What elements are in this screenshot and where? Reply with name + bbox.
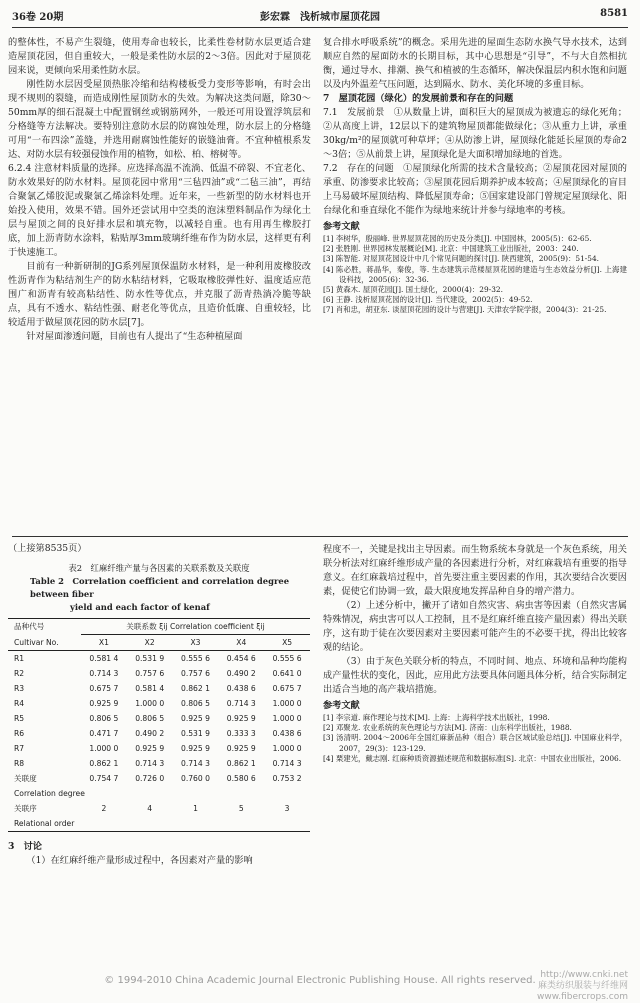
value-cell: 0.925 9 (226, 714, 256, 723)
value-cell: 0.438 6 (272, 729, 302, 738)
value-cell: 1.000 0 (272, 744, 302, 753)
value-cell: 0.925 9 (226, 744, 256, 753)
value-cell: 0.714 3 (180, 759, 210, 768)
continued-label: （上接第8535页） (8, 543, 87, 554)
cultivar-cell: R6 (14, 729, 25, 738)
paragraph: （3）由于灰色关联分析的特点，不同时间、地点、环境和品种均能构成产量性状的变化，因此，应用此方法要具体问题具体分析，结合实际制定出适合当地的高产栽培措施。 (323, 656, 627, 695)
reference-item: [2] 张胜刚. 世界园林发展概论[M]. 北京：中国建筑工业出版社，2003：240. (323, 244, 579, 254)
cultivar-cell: R4 (14, 699, 25, 708)
paragraph: 复合排水呼吸系统”的概念。采用先进的屋面生态防水换气导水技术，达到顺应自然的屋面防水的长期目标，其中心思想是“引导”，不与大自然相抗衡，通过导水、排潮、换气和植被的生态循环，解决保温层内积水饱和问题以及内外温差气压问题，达到隔水、防水、美化环境的多重目标。 (323, 37, 627, 90)
col-header-x5: X5 (282, 638, 293, 647)
paragraph: 刚性防水层因受屋顶热胀冷缩和结构楼板受力变形等影响，有时会出现不规则的裂缝，而造成刚性屋顶防水的失效。为解决这类问题，除30～50mm厚的细石混凝土中配置钢丝或钢筋网外，一般还可用设置浮筑层和分格缝等方法解决。要特别注意防水层的防腐蚀处理，防水层上的分格缝可用“一布四涂”盖缝，并选用耐腐蚀性能好的嵌缝油膏。不宜种植根系发达、对防水层有较强侵蚀作用的植物，如松、柏、榕树等。 (8, 79, 311, 160)
degree-row (8, 771, 310, 786)
value-cell: 0.555 6 (180, 654, 210, 663)
value-cell: 0.333 3 (226, 729, 256, 738)
value-cell: 0.806 5 (89, 714, 119, 723)
cultivar-cell: R8 (14, 759, 25, 768)
cultivar-cell: R1 (14, 654, 25, 663)
reference-item: [5] 黄森木. 屋顶花园[J]. 国土绿化，2000(4)：29-32. (323, 285, 503, 295)
value-cell: 0.757 6 (135, 669, 165, 678)
value-cell: 0.714 3 (226, 699, 256, 708)
col-header-x3: X3 (190, 638, 201, 647)
value-cell: 0.925 9 (135, 744, 165, 753)
value-cell: 0.555 6 (272, 654, 302, 663)
order-row-en (8, 816, 310, 832)
value-cell: 0.675 7 (272, 684, 302, 693)
value-cell: 1.000 0 (272, 714, 302, 723)
watermark-site-url: www.fibercrops.com (537, 992, 628, 1002)
order-cell: 4 (147, 804, 153, 813)
value-cell: 0.925 9 (180, 744, 210, 753)
table-row (8, 756, 310, 771)
value-cell: 0.925 9 (89, 699, 119, 708)
value-cell: 0.714 3 (272, 759, 302, 768)
paragraph: 7.2 存在的问题 ①屋顶绿化所需的技术含量较高；②屋顶花园对屋顶的承重、防渗要求比较高；③屋顶花园后期养护成本较高；④屋顶绿化的盲目上马易破坏屋顶结构、降低屋顶寿命；⑤国家建设部门曾规定屋顶绿化、阳台绿化和垂直绿化不能作为绿地来统计并参与绿地率的考核。 (323, 163, 627, 216)
section-divider (12, 536, 628, 537)
value-cell: 0.714 3 (89, 669, 119, 678)
cultivar-cell: R7 (14, 744, 25, 753)
table-caption-en: Table 2 Correlation coefficient and correlation degree between fiber (30, 576, 290, 599)
value-cell: 0.581 4 (135, 684, 165, 693)
table-row (8, 666, 310, 681)
section-heading: 3 讨论 (8, 841, 42, 852)
value-cell: 0.757 6 (180, 669, 210, 678)
order-cell: 3 (284, 804, 290, 813)
degree-cell: 0.753 2 (272, 774, 302, 783)
value-cell: 0.862 1 (226, 759, 256, 768)
paragraph: 6.2.4 注意材料质量的选择。应选择高温不流淌、低温不碎裂、不宜老化、防水效果好的防水材料。屋顶花园中常用“三毡四油”或“二毡三油”，再结合聚氯乙烯胶泥或聚氯乙烯涂料处理。近年来，一些新型的防水材料也开始投入使用，效果不错。国外还尝试用中空类的泡沫塑料制品作为绿化土层与屋顶之间的良好排水层和填充物，以减轻自重。也有用再生橡胶打底，加上沥青防水涂料，粘贴厚3mm玻璃纤维布作为防水层，这样更有利于快速施工。 (8, 163, 311, 258)
reference-item: [1] 李树华，殷丽峰. 世界屋顶花园的历史及分类[J]. 中国园林，2005(5)：62-65. (323, 234, 592, 243)
col-header-cultivar-en: Cultivar No. (14, 637, 59, 647)
header-rule (12, 27, 628, 28)
value-cell: 0.490 2 (135, 729, 165, 738)
value-cell: 0.531 9 (135, 654, 165, 663)
right-column-bottom (323, 543, 627, 963)
order-cell: 1 (193, 804, 198, 813)
value-cell: 1.000 0 (272, 699, 302, 708)
value-cell: 0.490 2 (226, 669, 256, 678)
table-row (8, 651, 310, 667)
order-row (8, 801, 310, 816)
left-column-top (8, 36, 311, 526)
degree-cell: 0.726 0 (135, 774, 165, 783)
degree-row-en (8, 786, 310, 801)
right-column-top (323, 36, 627, 526)
value-cell: 0.675 7 (89, 684, 119, 693)
degree-cell: 0.760 0 (180, 774, 210, 783)
reference-item: [1] 李宗道. 麻作理论与技术[M]. 上海：上海科学技术出版社，1998. (323, 713, 550, 722)
reference-item: [4] 栗建光，戴志刚. 红麻种质资源描述规范和数据标准[S]. 北京：中国农业出版社，2006. (323, 753, 622, 763)
reference-item: [4] 陈必胜，蒋晶华，秦俊，等. 生态建筑示范楼屋顶花园的建造与生态效益分析[J]. 上海建设科技，2005(6)：32-36. (323, 264, 627, 284)
cultivar-cell: R5 (14, 714, 25, 723)
order-cell: 5 (238, 804, 244, 813)
table-row (8, 726, 310, 741)
cultivar-cell: R3 (14, 684, 25, 693)
references-heading: 参考文献 (323, 700, 360, 711)
table-row (8, 681, 310, 696)
col-header-x1: X1 (98, 638, 109, 647)
watermark-url: http://www.cnki.net (540, 970, 628, 980)
value-cell: 0.862 1 (180, 684, 210, 693)
value-cell: 1.000 0 (89, 744, 119, 753)
col-header-x2: X2 (144, 638, 155, 647)
paragraph: 程度不一，关键是找出主导因素。而生物系统本身就是一个灰色系统，用关联分析法对红麻纤维形成产量的各因素进行分析，对红麻栽培有重要的指导意义。在红麻栽培过程中，首先要注重主要因素的作用，其次要结合次要因素，促使它们协调一致，最大限度地发挥品种自身的增产潜力。 (323, 544, 627, 597)
order-cell: 2 (101, 804, 107, 813)
paragraph: 针对屋面渗透问题，目前也有人提出了“生态种植屋面 (26, 331, 243, 342)
reference-item: [3] 汤清明. 2004～2006年全国红麻新品种（组合）联合区域试验总结[J]. 中国麻业科学，2007，29(3)：123-129. (323, 733, 627, 753)
journal-volume: 36卷 20期 (12, 12, 64, 23)
col-header-group: 关联系数 ξij Correlation coefficient ξij (81, 619, 310, 635)
page-number: 8581 (600, 8, 628, 19)
table-row (8, 741, 310, 756)
copyright-footer: © 1994-2010 China Academic Journal Electronic Publishing House. All rights reserved. (104, 975, 536, 986)
reference-item: [6] 王静. 浅析屋顶花园的设计[J]. 当代建设，2002(5)：49-52. (323, 295, 533, 305)
watermark-site-name: 麻类纺织服装与纤维网 (537, 981, 628, 991)
value-cell: 0.471 7 (89, 729, 119, 738)
value-cell: 1.000 0 (135, 699, 165, 708)
value-cell: 0.806 5 (135, 714, 165, 723)
paragraph: 目前有一种新研制的JG系列屋顶保温防水材料，是一种利用废橡胶改性沥青作为粘结剂生产的防水粘结材料，它吸取橡胶弹性好、温度适应范围广和沥青有较高粘结性、防水性等优点，并克服了沥青热淌冷脆等缺点，具有不透水、粘结性强、耐老化等优点，且造价低廉、自重较轻，比较适用于做屋顶花园的防水层[7]。 (8, 261, 311, 328)
order-label-en: Relational order (14, 819, 75, 828)
paragraph: （1）在红麻纤维产量形成过程中，各因素对产量的影响 (26, 855, 253, 866)
running-title: 彭宏霖 浅析城市屋顶花园 (260, 12, 380, 23)
table-2 (8, 562, 310, 832)
order-label: 关联序 (14, 804, 37, 813)
left-column-bottom (8, 840, 311, 880)
value-cell: 0.925 9 (180, 714, 210, 723)
cultivar-cell: R2 (14, 669, 25, 678)
paragraph: 的整体性，不易产生裂缝，使用寿命也较长，比柔性卷材防水层更适合建造屋顶花园，但自重较大，一般是柔性防水层的2～3倍。因此对于屋顶花园来说，更倾向采用柔性防水层。 (8, 37, 311, 76)
references-heading: 参考文献 (323, 221, 360, 232)
value-cell: 0.454 6 (226, 654, 256, 663)
value-cell: 0.581 4 (89, 654, 119, 663)
degree-cell: 0.580 6 (226, 774, 256, 783)
degree-cell: 0.754 7 (89, 774, 119, 783)
col-header-x4: X4 (236, 638, 247, 647)
value-cell: 0.806 5 (180, 699, 210, 708)
watermark (537, 970, 628, 1003)
value-cell: 0.531 9 (180, 729, 210, 738)
table-row (8, 711, 310, 726)
value-cell: 0.714 3 (135, 759, 165, 768)
paragraph: （2）上述分析中，撇开了诸如自然灾害、病虫害等因素（自然灾害属特殊情况，病虫害可以人工控制，且不是红麻纤维直接产量因素）得出关联序，这有助于徒在次要因素对主要因素可能产生的不必要干扰，得出比较客观的结论。 (323, 600, 627, 653)
value-cell: 0.641 0 (272, 669, 302, 678)
degree-label-en: Correlation degree (14, 789, 85, 798)
paragraph: 7.1 发展前景 ①从数量上讲，面积巨大的屋顶成为被遗忘的绿化死角；②从高度上讲，12层以下的建筑物屋顶都能做绿化；③从重力上讲，承重30kg/m²的屋顶就可种草坪；④从防渗上讲，屋顶绿化能延长屋顶的寿命2～3倍；⑤从前景上讲，屋顶绿化是大面积增加绿地的首选。 (323, 107, 627, 160)
value-cell: 0.438 6 (226, 684, 256, 693)
value-cell: 0.862 1 (89, 759, 119, 768)
running-header (12, 8, 628, 24)
table-row (8, 696, 310, 711)
reference-item: [3] 陈智能. 对屋顶花园设计中几个常见问题的探讨[J]. 陕西建筑，2005(9)：51-54. (323, 254, 600, 264)
reference-item: [2] 邓聚龙. 农业系统的灰色理论与方法[M]. 济南：山东科学出版社，1988. (323, 723, 572, 733)
reference-item: [7] 肖和忠，胡亚东. 谈屋顶花园的设计与营建[J]. 天津农学院学报，2004(3)：21-25. (323, 305, 607, 315)
correlation-table (8, 618, 310, 832)
references-list (323, 234, 627, 316)
col-header-cultivar: 品种代号 (14, 622, 45, 632)
degree-label: 关联度 (14, 774, 37, 783)
section-heading: 7 屋顶花园（绿化）的发展前景和存在的问题 (323, 93, 514, 104)
table-caption-cn: 表2 红麻纤维产量与各因素的关联系数及关联度 (68, 563, 250, 573)
table-caption-en-2: yield and each factor of kenaf (70, 602, 210, 612)
references-list (323, 713, 627, 764)
